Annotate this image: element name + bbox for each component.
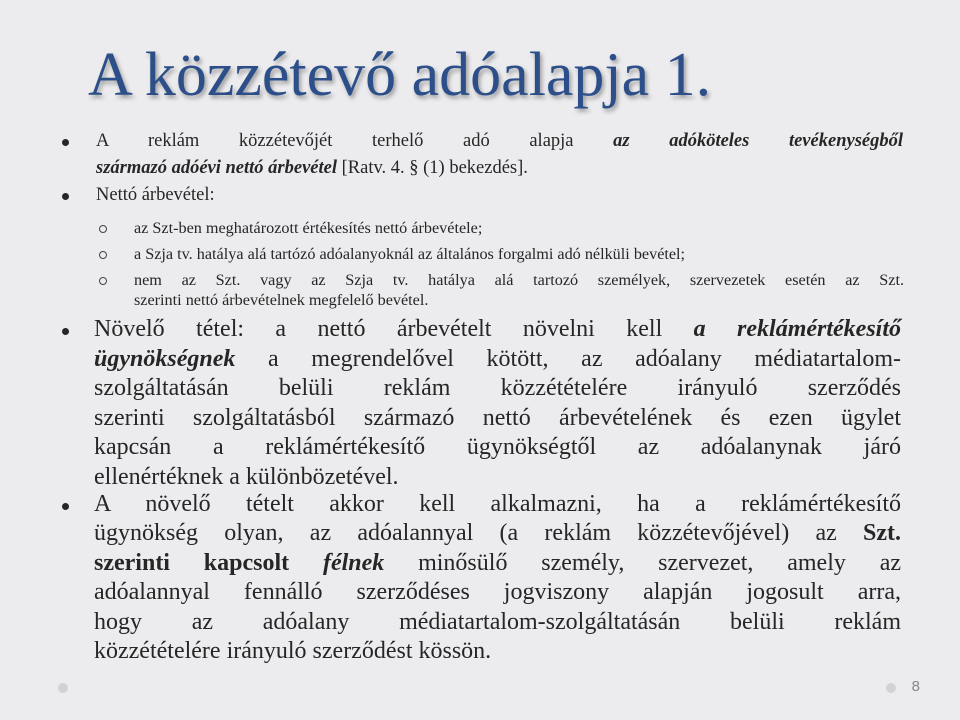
footer-decoration-dot bbox=[58, 683, 68, 693]
b1-text-4: [Ratv. 4. § (1) bekezdés]. bbox=[336, 158, 528, 178]
bullet-1-line-1 bbox=[96, 128, 903, 155]
bullet-dot bbox=[62, 139, 69, 146]
bullet-3-line-5: kapcsán a reklámértékesítő ügynökségtől az adóalanynak járó bbox=[94, 434, 901, 460]
b1-text-1: A reklám közzétevőjét terhelő adó alapja bbox=[96, 131, 614, 151]
bullet-4-line-3 bbox=[94, 549, 901, 579]
bullet-dot bbox=[62, 193, 69, 200]
b3-text-3: ügynökségnek bbox=[94, 346, 236, 372]
bullet-4-line-5: hogy az adóalany médiatartalom-szolgáltatásán belüli reklám bbox=[94, 609, 901, 635]
b3-text-2: a reklámértékesítő bbox=[693, 316, 902, 342]
b4-text-2a: ügynökség olyan, az adóalannyal (a reklám közzétevőjével) az bbox=[94, 520, 863, 546]
slide-title: A közzétevő adóalapja 1. bbox=[88, 41, 712, 109]
bullet-4-line-1: A növelő tételt akkor kell alkalmazni, ha a reklámértékesítő bbox=[94, 491, 901, 517]
bullet-2-label: Nettó árbevétel: bbox=[96, 185, 215, 205]
b4-text-2b: Szt. bbox=[863, 520, 901, 546]
bullet-3-line-1 bbox=[94, 315, 901, 345]
page-number: 8 bbox=[911, 678, 920, 695]
sub-bullet-circle bbox=[99, 251, 107, 259]
bullet-4-line-2 bbox=[94, 519, 901, 549]
footer-decoration-dot bbox=[886, 683, 896, 693]
bullet-4-line-4: adóalannyal fennálló szerződéses jogviszony alapján jogosult arra, bbox=[94, 579, 901, 605]
bullet-1-line-2 bbox=[96, 155, 528, 182]
b4-text-3b: félnek bbox=[322, 550, 385, 576]
bullet-3-line-2 bbox=[94, 345, 901, 375]
bullet-3-line-3: szolgáltatásán belüli reklám közzétételére irányuló szerződés bbox=[94, 375, 901, 401]
bullet-4-line-6: közzétételére irányuló szerződést kössön. bbox=[94, 638, 492, 664]
bullet-dot bbox=[62, 328, 69, 335]
sub-bullet-3-line-2: szerinti nettó árbevételnek megfelelő bevétel. bbox=[134, 291, 429, 309]
sub-bullet-circle bbox=[99, 225, 107, 233]
b3-text-4: a megrendelővel kötött, az adóalany médiatartalom- bbox=[235, 346, 901, 372]
sub-bullet-3-line-1: nem az Szt. vagy az Szja tv. hatálya alá tartozó személyek, szervezetek esetén az Szt. bbox=[134, 271, 904, 289]
b4-text-3a: szerinti kapcsolt bbox=[94, 550, 323, 576]
sub-bullet-circle bbox=[99, 277, 107, 285]
b4-text-3c: minősülő személy, szervezet, amely az bbox=[384, 550, 902, 576]
bullet-3-line-6: ellenértéknek a különbözetével. bbox=[94, 464, 399, 490]
bullet-dot bbox=[62, 503, 69, 510]
b1-text-2: az adóköteles tevékenységből bbox=[613, 131, 903, 151]
b1-text-3: származó adóévi nettó árbevétel bbox=[96, 158, 337, 178]
b3-text-1: Növelő tétel: a nettó árbevételt növelni kell bbox=[94, 316, 694, 342]
sub-bullet-1: az Szt-ben meghatározott értékesítés nettó árbevétele; bbox=[134, 219, 483, 237]
sub-bullet-2: a Szja tv. hatálya alá tartózó adóalanyoknál az általános forgalmi adó nélküli bevétel; bbox=[134, 245, 686, 263]
bullet-3-line-4: szerinti szolgáltatásból származó nettó árbevételének és ezen ügylet bbox=[94, 405, 901, 431]
